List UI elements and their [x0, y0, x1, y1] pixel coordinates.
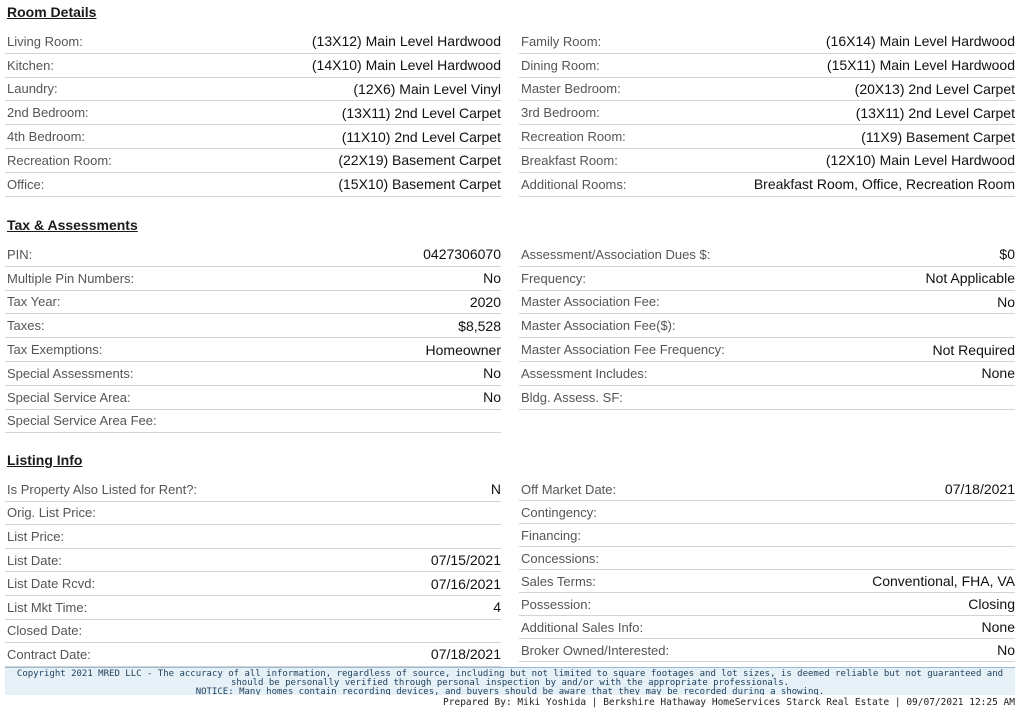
- detail-value: No: [483, 389, 501, 406]
- detail-row: [519, 501, 1015, 524]
- prepared-by-text: Prepared By: Miki Yoshida | Berkshire Hathaway HomeServices Starck Real Estate | 09/07/2021 12:25 AM: [443, 697, 1015, 708]
- detail-row: [5, 291, 501, 315]
- detail-label: Laundry:: [7, 81, 58, 97]
- room-details-title: Room Details: [7, 4, 97, 20]
- detail-label: PIN:: [7, 246, 33, 262]
- detail-label: Off Market Date:: [521, 481, 617, 497]
- detail-label: Taxes:: [7, 318, 45, 334]
- detail-label: Frequency:: [521, 270, 587, 286]
- detail-value: Homeowner: [425, 341, 501, 358]
- detail-row: [5, 267, 501, 291]
- detail-label: List Price:: [7, 528, 65, 544]
- detail-row: [519, 30, 1015, 54]
- detail-row: [5, 314, 501, 338]
- detail-label: Financing:: [521, 527, 581, 543]
- detail-label: Tax Exemptions:: [7, 342, 103, 358]
- detail-row: [519, 570, 1015, 593]
- listing-right: [519, 478, 1015, 662]
- detail-value: Conventional, FHA, VA: [872, 573, 1015, 589]
- detail-label: Office:: [7, 176, 45, 192]
- detail-label: Additional Rooms:: [521, 176, 627, 192]
- detail-value: (20X13) 2nd Level Carpet: [854, 80, 1015, 97]
- detail-value: N: [490, 481, 501, 498]
- detail-row: [519, 547, 1015, 570]
- detail-value: None: [981, 365, 1015, 382]
- detail-row: [5, 54, 501, 78]
- detail-row: [5, 243, 501, 267]
- detail-row: [519, 524, 1015, 547]
- detail-label: Special Service Area Fee:: [7, 413, 157, 429]
- detail-label: Assessment/Association Dues $:: [521, 246, 711, 262]
- detail-row: [519, 78, 1015, 102]
- detail-value: (11X10) 2nd Level Carpet: [341, 128, 501, 145]
- detail-row: [5, 149, 501, 173]
- detail-label: Master Association Fee($):: [521, 318, 676, 334]
- detail-value: Not Applicable: [925, 270, 1015, 287]
- detail-row: [5, 173, 501, 197]
- detail-label: Assessment Includes:: [521, 365, 648, 381]
- detail-row: [519, 54, 1015, 78]
- detail-label: Contract Date:: [7, 646, 91, 662]
- detail-label: List Date Rcvd:: [7, 576, 96, 592]
- disclaimer-footer: [5, 667, 1015, 695]
- detail-row: [5, 596, 501, 620]
- detail-row: [5, 362, 501, 386]
- room-details-right: [519, 30, 1015, 197]
- detail-label: Master Bedroom:: [521, 81, 621, 97]
- detail-label: Multiple Pin Numbers:: [7, 270, 135, 286]
- detail-row: [519, 593, 1015, 616]
- detail-label: Kitchen:: [7, 57, 54, 73]
- detail-value: No: [997, 642, 1015, 658]
- detail-value: (13X11) 2nd Level Carpet: [855, 104, 1015, 121]
- copyright-text: Copyright 2021 MRED LLC - The accuracy of all information, regardless of source, including but not limited to square footages and lot sizes, is deemed reliable but not guaranteed and should be personally verified through personal inspection by and/or with the appropriate professionals.: [16, 669, 1004, 688]
- detail-label: Master Association Fee Frequency:: [521, 342, 725, 358]
- detail-row: [519, 478, 1015, 501]
- detail-value: 07/16/2021: [430, 575, 501, 592]
- detail-value: (14X10) Main Level Hardwood: [311, 57, 501, 74]
- detail-label: Broker Owned/Interested:: [521, 642, 670, 658]
- tax-assessments-title: Tax & Assessments: [7, 217, 138, 233]
- detail-row: [5, 101, 501, 125]
- detail-value: 07/18/2021: [944, 481, 1015, 497]
- detail-value: 4: [493, 599, 501, 616]
- detail-label: Possession:: [521, 596, 592, 612]
- detail-value: 07/18/2021: [430, 646, 501, 663]
- detail-row: [519, 243, 1015, 267]
- detail-label: Is Property Also Listed for Rent?:: [7, 481, 198, 497]
- detail-label: Orig. List Price:: [7, 505, 96, 521]
- detail-row: [5, 549, 501, 573]
- detail-value: 0427306070: [423, 246, 501, 263]
- detail-value: (15X10) Basement Carpet: [338, 176, 501, 193]
- detail-value: (13X11) 2nd Level Carpet: [341, 104, 501, 121]
- notice-text: NOTICE: Many homes contain recording devices, and buyers should be aware that they may be recorded during a showing.: [195, 687, 825, 695]
- detail-label: 3rd Bedroom:: [521, 105, 600, 121]
- detail-label: Living Room:: [7, 33, 83, 49]
- detail-value: (12X10) Main Level Hardwood: [825, 152, 1015, 169]
- detail-row: [5, 78, 501, 102]
- detail-row: [5, 478, 501, 502]
- detail-row: [519, 362, 1015, 386]
- detail-value: (16X14) Main Level Hardwood: [825, 33, 1015, 50]
- tax-right: [519, 243, 1015, 410]
- tax-left: [5, 243, 501, 433]
- detail-value: No: [997, 293, 1015, 310]
- detail-value: Not Required: [932, 341, 1015, 358]
- detail-value: $8,528: [458, 317, 501, 334]
- detail-row: [519, 314, 1015, 338]
- detail-label: Recreation Room:: [521, 129, 626, 145]
- detail-label: 4th Bedroom:: [7, 129, 86, 145]
- detail-label: Concessions:: [521, 550, 600, 566]
- detail-row: [519, 149, 1015, 173]
- detail-value: Breakfast Room, Office, Recreation Room: [753, 176, 1015, 193]
- listing-info-title: Listing Info: [7, 452, 83, 468]
- detail-label: Contingency:: [521, 504, 597, 520]
- detail-label: Breakfast Room:: [521, 152, 618, 168]
- detail-value: (15X11) Main Level Hardwood: [826, 57, 1015, 74]
- detail-row: [5, 502, 501, 526]
- detail-value: (22X19) Basement Carpet: [338, 152, 501, 169]
- detail-label: Special Assessments:: [7, 365, 134, 381]
- detail-value: (11X9) Basement Carpet: [861, 128, 1015, 145]
- detail-label: Family Room:: [521, 33, 602, 49]
- detail-row: [519, 125, 1015, 149]
- detail-value: 2020: [469, 293, 501, 310]
- detail-label: Special Service Area:: [7, 389, 131, 405]
- detail-value: No: [483, 270, 501, 287]
- detail-row: [5, 125, 501, 149]
- detail-row: [519, 639, 1015, 662]
- detail-row: [5, 30, 501, 54]
- detail-label: Master Association Fee:: [521, 294, 660, 310]
- detail-row: [5, 572, 501, 596]
- room-details-left: [5, 30, 501, 197]
- detail-row: [5, 338, 501, 362]
- detail-row: [519, 291, 1015, 315]
- detail-value: No: [483, 365, 501, 382]
- detail-label: Dining Room:: [521, 57, 600, 73]
- detail-row: [5, 620, 501, 644]
- detail-row: [519, 267, 1015, 291]
- detail-value: $0: [999, 246, 1015, 263]
- detail-label: Tax Year:: [7, 294, 61, 310]
- detail-label: List Mkt Time:: [7, 599, 88, 615]
- detail-row: [519, 173, 1015, 197]
- detail-value: (12X6) Main Level Vinyl: [353, 80, 501, 97]
- detail-value: (13X12) Main Level Hardwood: [311, 33, 501, 50]
- detail-row: [519, 338, 1015, 362]
- detail-row: [519, 101, 1015, 125]
- detail-row: [519, 386, 1015, 410]
- detail-label: Additional Sales Info:: [521, 619, 644, 635]
- detail-row: [5, 525, 501, 549]
- detail-label: Recreation Room:: [7, 152, 112, 168]
- detail-label: List Date:: [7, 552, 62, 568]
- detail-value: Closing: [968, 596, 1015, 612]
- detail-label: 2nd Bedroom:: [7, 105, 89, 121]
- detail-row: [519, 616, 1015, 639]
- detail-row: [5, 410, 501, 434]
- detail-value: 07/15/2021: [430, 552, 501, 569]
- detail-row: [5, 643, 501, 667]
- detail-label: Bldg. Assess. SF:: [521, 389, 623, 405]
- detail-label: Sales Terms:: [521, 573, 596, 589]
- detail-row: [5, 386, 501, 410]
- detail-value: None: [981, 619, 1015, 635]
- listing-left: [5, 478, 501, 667]
- detail-label: Closed Date:: [7, 623, 83, 639]
